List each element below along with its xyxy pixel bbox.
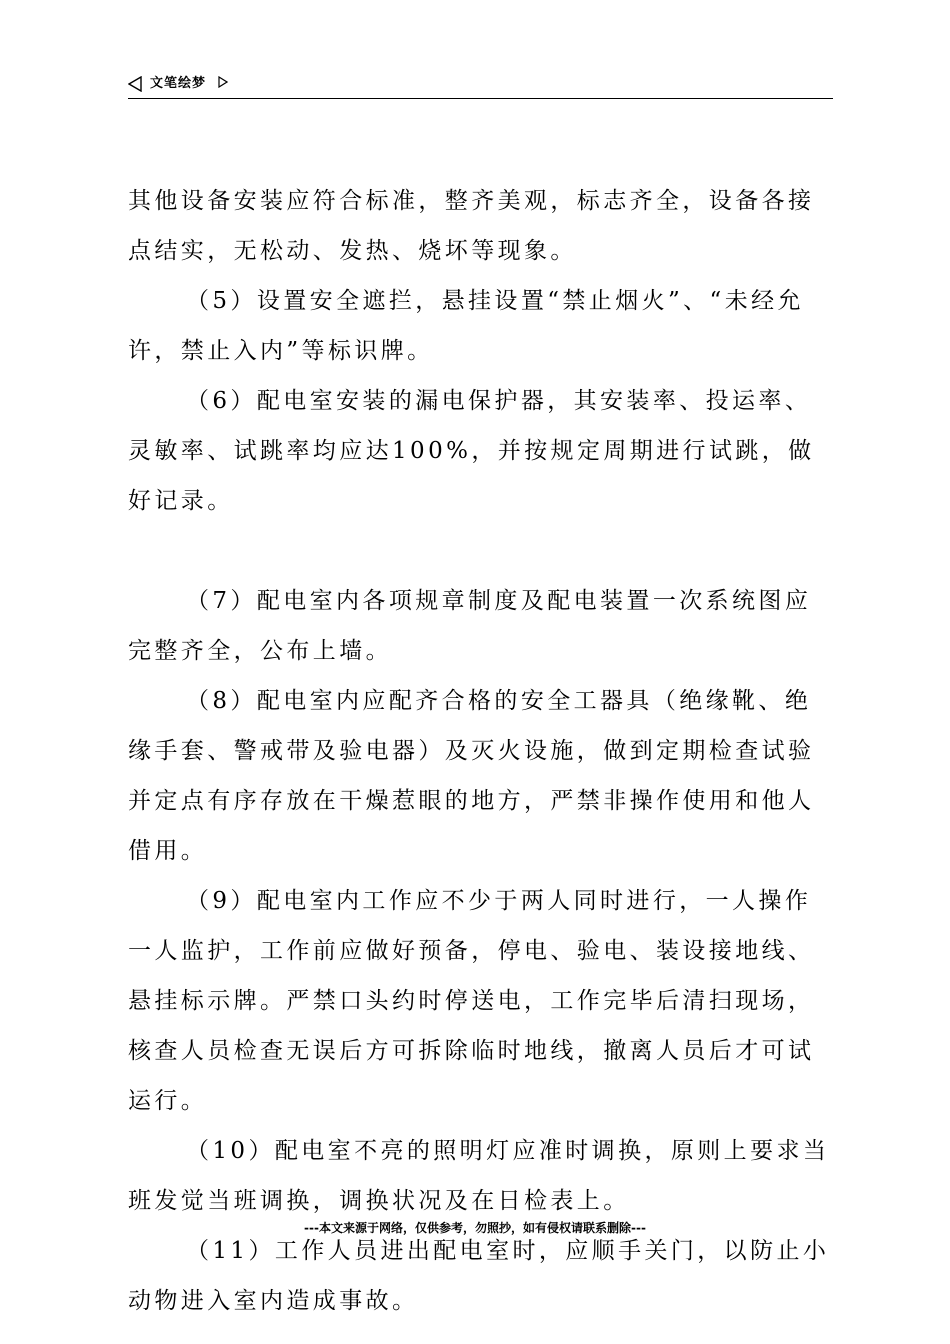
paragraph-item-5: （5）设置安全遮拦，悬挂设置“禁止烟火”、“未经允许，禁止入内”等标识牌。	[128, 288, 804, 364]
page-footer: ---本文来源于网络，仅供参考，勿照抄，如有侵权请联系删除---	[304, 1221, 646, 1235]
paragraph-item-8: （8）配电室内应配齐合格的安全工器具（绝缘靴、绝缘手套、警戒带及验电器）及灭火设施，做到定期检查试验并定点有序存放在干燥惹眼的地方，严禁非操作使用和他人借用。	[128, 688, 815, 864]
header-title: 文笔绘梦	[150, 76, 207, 91]
paragraph-item-10: （10）配电室不亮的照明灯应准时调换，原则上要求当班发觉当班调换，调换状况及在日检表上。	[128, 1138, 830, 1214]
paragraph-item-7: （7）配电室内各项规章制度及配电装置一次系统图应完整齐全，公布上墙。	[128, 588, 812, 664]
document-body	[128, 176, 833, 1326]
paragraph-equipment: 其他设备安装应符合标准，整齐美观，标志齐全，设备各接点结实，无松动、发热、烧坏等现象。	[128, 188, 815, 264]
triangle-right-icon	[218, 76, 228, 88]
paragraph-item-9: （9）配电室内工作应不少于两人同时进行，一人操作一人监护，工作前应做好预备，停电、验电、装设接地线、悬挂标示牌。严禁口头约时停送电，工作完毕后清扫现场，核查人员检查无误后方可拆除临时地线，撤离人员后才可试运行。	[128, 888, 815, 1114]
paragraph-item-11: （11）工作人员进出配电室时，应顺手关门，以防止小动物进入室内造成事故。	[128, 1238, 830, 1314]
page-header	[128, 72, 833, 99]
paragraph-item-6: （6）配电室安装的漏电保护器，其安装率、投运率、灵敏率、试跳率均应达100%，并按规定周期进行试跳，做好记录。	[128, 388, 815, 514]
triangle-left-icon	[128, 76, 142, 92]
paragraph-gap	[128, 526, 833, 576]
